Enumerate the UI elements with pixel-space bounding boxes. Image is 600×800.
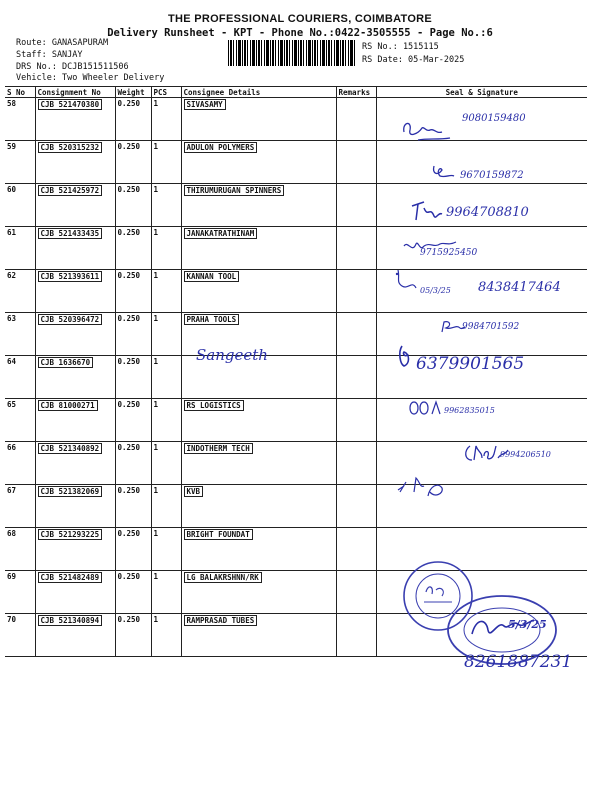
- cell-weight-text: 0.250: [117, 99, 141, 108]
- cell-remarks: [336, 528, 376, 571]
- cell-sno: [5, 227, 35, 270]
- cell-consignee: [181, 442, 336, 485]
- cell-remarks: [336, 571, 376, 614]
- cell-signature: [376, 399, 587, 442]
- cell-weight-text: 0.250: [117, 486, 141, 495]
- cell-weight: [115, 313, 151, 356]
- cell-sno: [5, 356, 35, 399]
- cell-remarks: [336, 270, 376, 313]
- cell-sno-text: 59: [7, 142, 17, 151]
- cell-signature: [376, 571, 587, 614]
- handwriting-row60: 9964708810: [446, 205, 529, 220]
- cell-pcs-text: 1: [153, 185, 159, 194]
- cell-weight: [115, 571, 151, 614]
- cell-pcs: [151, 227, 181, 270]
- table-row: [5, 442, 587, 485]
- cell-consignment-text: CJB 521382069: [38, 486, 103, 497]
- cell-remarks: [336, 313, 376, 356]
- cell-consignment: [35, 184, 115, 227]
- cell-consignee: [181, 270, 336, 313]
- cell-consignment: [35, 528, 115, 571]
- cell-consignee-text: KVB: [184, 486, 204, 497]
- cell-weight-text: 0.250: [117, 314, 141, 323]
- cell-consignment: [35, 571, 115, 614]
- handwriting-row62-phone: 8438417464: [478, 280, 561, 295]
- cell-consignment: [35, 356, 115, 399]
- barcode: [228, 40, 356, 66]
- cell-signature: [376, 98, 587, 141]
- cell-pcs: [151, 270, 181, 313]
- cell-signature: [376, 485, 587, 528]
- cell-pcs: [151, 528, 181, 571]
- cell-remarks: [336, 356, 376, 399]
- cell-weight: [115, 184, 151, 227]
- cell-weight-text: 0.250: [117, 185, 141, 194]
- cell-consignment: [35, 313, 115, 356]
- cell-pcs-text: 1: [153, 400, 159, 409]
- handwriting-row64-name: Sangeeth: [196, 346, 268, 364]
- cell-weight: [115, 141, 151, 184]
- cell-weight: [115, 98, 151, 141]
- cell-sno: [5, 614, 35, 657]
- cell-consignment: [35, 614, 115, 657]
- cell-remarks: [336, 614, 376, 657]
- cell-sno-text: 62: [7, 271, 17, 280]
- cell-signature: [376, 270, 587, 313]
- cell-signature: [376, 141, 587, 184]
- cell-consignment-text: CJB 521340892: [38, 443, 103, 454]
- handwriting-row59: 9670159872: [460, 170, 524, 181]
- cell-pcs-text: 1: [153, 443, 159, 452]
- column-header-sno: S No: [5, 87, 35, 98]
- cell-consignment-text: CJB 521470380: [38, 99, 103, 110]
- cell-consignee-text: LG BALAKRSHNN/RK: [184, 572, 262, 583]
- cell-weight: [115, 485, 151, 528]
- cell-weight: [115, 528, 151, 571]
- cell-consignment-text: CJB 521425972: [38, 185, 103, 196]
- cell-pcs-text: 1: [153, 615, 159, 624]
- table-row: [5, 356, 587, 399]
- cell-pcs: [151, 614, 181, 657]
- cell-signature: [376, 184, 587, 227]
- cell-weight-text: 0.250: [117, 615, 141, 624]
- column-header-consignee: Consignee Details: [181, 87, 336, 98]
- table-row: [5, 528, 587, 571]
- table-row: [5, 313, 587, 356]
- cell-pcs-text: 1: [153, 142, 159, 151]
- cell-pcs: [151, 442, 181, 485]
- cell-pcs-text: 1: [153, 99, 159, 108]
- cell-sno: [5, 571, 35, 614]
- cell-consignment-text: CJB 520315232: [38, 142, 103, 153]
- cell-sno-text: 67: [7, 486, 17, 495]
- cell-weight: [115, 442, 151, 485]
- cell-weight-text: 0.250: [117, 400, 141, 409]
- cell-consignment: [35, 141, 115, 184]
- column-header-pcs: PCS: [151, 87, 181, 98]
- cell-consignment-text: CJB 521340894: [38, 615, 103, 626]
- cell-remarks: [336, 485, 376, 528]
- table-row: [5, 184, 587, 227]
- column-header-signature: Seal & Signature: [376, 87, 587, 98]
- table-row: [5, 614, 587, 657]
- cell-pcs: [151, 184, 181, 227]
- cell-weight-text: 0.250: [117, 572, 141, 581]
- cell-weight-text: 0.250: [117, 443, 141, 452]
- handwriting-row61: 9715925450: [420, 248, 478, 258]
- cell-pcs-text: 1: [153, 271, 159, 280]
- cell-weight-text: 0.250: [117, 529, 141, 538]
- cell-consignment-text: CJB 521433435: [38, 228, 103, 239]
- cell-pcs-text: 1: [153, 228, 159, 237]
- cell-sno-text: 70: [7, 615, 17, 624]
- cell-signature: [376, 313, 587, 356]
- cell-consignment: [35, 442, 115, 485]
- cell-remarks: [336, 141, 376, 184]
- cell-sno: [5, 313, 35, 356]
- drs-number: DRS No.: DCJB151511506: [16, 62, 129, 72]
- cell-pcs: [151, 485, 181, 528]
- cell-weight-text: 0.250: [117, 271, 141, 280]
- cell-consignee: [181, 184, 336, 227]
- handwriting-row62-date: 05/3/25: [420, 286, 451, 295]
- cell-consignee-text: RAMPRASAD TUBES: [184, 615, 258, 626]
- table-row: [5, 141, 587, 184]
- handwriting-row65: 9962835015: [444, 406, 495, 415]
- cell-remarks: [336, 98, 376, 141]
- cell-pcs: [151, 141, 181, 184]
- cell-sno-text: 60: [7, 185, 17, 194]
- cell-pcs-text: 1: [153, 486, 159, 495]
- cell-consignee-text: THIRUMURUGAN SPINNERS: [184, 185, 285, 196]
- cell-consignee: [181, 356, 336, 399]
- cell-sno-text: 65: [7, 400, 17, 409]
- handwriting-row70-phone: 8261887231: [464, 652, 573, 672]
- table-row: [5, 571, 587, 614]
- cell-sno: [5, 141, 35, 184]
- cell-weight-text: 0.250: [117, 357, 141, 366]
- cell-consignee-text: SIVASAMY: [184, 99, 226, 110]
- handwriting-row64-phone: 6379901565: [416, 354, 525, 374]
- cell-consignee: [181, 485, 336, 528]
- cell-remarks: [336, 399, 376, 442]
- table-header-row: [5, 87, 587, 98]
- cell-consignee-text: BRIGHT FOUNDAT: [184, 529, 253, 540]
- cell-consignee-text: JANAKATRATHINAM: [184, 228, 258, 239]
- cell-pcs: [151, 313, 181, 356]
- document-subtitle: Delivery Runsheet - KPT - Phone No.:0422-3505555 - Page No.:6: [107, 27, 493, 39]
- cell-consignment-text: CJB 81000271: [38, 400, 98, 411]
- cell-consignee: [181, 313, 336, 356]
- cell-sno-text: 66: [7, 443, 17, 452]
- cell-pcs-text: 1: [153, 529, 159, 538]
- cell-consignment-text: CJB 520396472: [38, 314, 103, 325]
- cell-weight: [115, 227, 151, 270]
- cell-pcs: [151, 98, 181, 141]
- cell-sno-text: 68: [7, 529, 17, 538]
- cell-sno-text: 69: [7, 572, 17, 581]
- cell-consignee: [181, 528, 336, 571]
- cell-sno: [5, 442, 35, 485]
- cell-sno: [5, 184, 35, 227]
- cell-signature: [376, 356, 587, 399]
- table-row: [5, 485, 587, 528]
- cell-consignee-text: INDOTHERM TECH: [184, 443, 253, 454]
- handwriting-row63: 9984701592: [462, 322, 520, 332]
- cell-sno-text: 61: [7, 228, 17, 237]
- cell-consignee-text: PRAHA TOOLS: [184, 314, 240, 325]
- table-row: [5, 227, 587, 270]
- handwriting-row70-date: 5/3/25: [508, 618, 547, 631]
- cell-sno: [5, 528, 35, 571]
- route-label: Route: GANASAPURAM: [16, 38, 109, 48]
- rs-number: RS No.: 1515115: [362, 42, 439, 52]
- cell-consignment-text: CJB 521393611: [38, 271, 103, 282]
- column-header-remarks: Remarks: [336, 87, 376, 98]
- cell-remarks: [336, 184, 376, 227]
- handwriting-row66: 9994206510: [500, 450, 551, 459]
- cell-pcs-text: 1: [153, 572, 159, 581]
- cell-consignment: [35, 399, 115, 442]
- cell-consignee-text: RS LOGISTICS: [184, 400, 244, 411]
- cell-pcs-text: 1: [153, 357, 159, 366]
- cell-consignee: [181, 98, 336, 141]
- cell-sno-text: 58: [7, 99, 17, 108]
- cell-signature: [376, 227, 587, 270]
- vehicle-label: Vehicle: Two Wheeler Delivery: [16, 73, 165, 83]
- table-row: [5, 98, 587, 141]
- cell-consignment-text: CJB 521293225: [38, 529, 103, 540]
- cell-weight: [115, 399, 151, 442]
- cell-pcs: [151, 571, 181, 614]
- column-header-weight: Weight: [115, 87, 151, 98]
- cell-consignment: [35, 227, 115, 270]
- handwriting-row58: 9080159480: [462, 113, 526, 124]
- table-row: [5, 270, 587, 313]
- cell-pcs-text: 1: [153, 314, 159, 323]
- cell-remarks: [336, 442, 376, 485]
- cell-remarks: [336, 227, 376, 270]
- cell-sno: [5, 98, 35, 141]
- cell-sno-text: 63: [7, 314, 17, 323]
- cell-weight: [115, 270, 151, 313]
- column-header-consignment: Consignment No: [35, 87, 115, 98]
- document-title: THE PROFESSIONAL COURIERS, COIMBATORE: [167, 13, 433, 25]
- cell-signature: [376, 614, 587, 657]
- cell-consignee: [181, 614, 336, 657]
- cell-consignee-text: ADULON POLYMERS: [184, 142, 258, 153]
- cell-weight-text: 0.250: [117, 142, 141, 151]
- cell-sno: [5, 485, 35, 528]
- cell-weight-text: 0.250: [117, 228, 141, 237]
- cell-sno: [5, 270, 35, 313]
- cell-pcs: [151, 399, 181, 442]
- cell-consignee: [181, 399, 336, 442]
- cell-sno-text: 64: [7, 357, 17, 366]
- cell-signature: [376, 528, 587, 571]
- cell-consignee-text: KANNAN TOOL: [184, 271, 240, 282]
- cell-weight: [115, 356, 151, 399]
- cell-consignment-text: CJB 521482489: [38, 572, 103, 583]
- cell-consignment: [35, 485, 115, 528]
- staff-label: Staff: SANJAY: [16, 50, 83, 60]
- cell-consignee: [181, 141, 336, 184]
- runsheet-table: [5, 86, 587, 657]
- cell-consignment: [35, 270, 115, 313]
- cell-weight: [115, 614, 151, 657]
- cell-consignment-text: CJB 1636670: [38, 357, 94, 368]
- cell-consignee: [181, 227, 336, 270]
- cell-consignment: [35, 98, 115, 141]
- cell-sno: [5, 399, 35, 442]
- cell-signature: [376, 442, 587, 485]
- cell-pcs: [151, 356, 181, 399]
- cell-consignee: [181, 571, 336, 614]
- rs-date: RS Date: 05-Mar-2025: [362, 55, 465, 65]
- table-row: [5, 399, 587, 442]
